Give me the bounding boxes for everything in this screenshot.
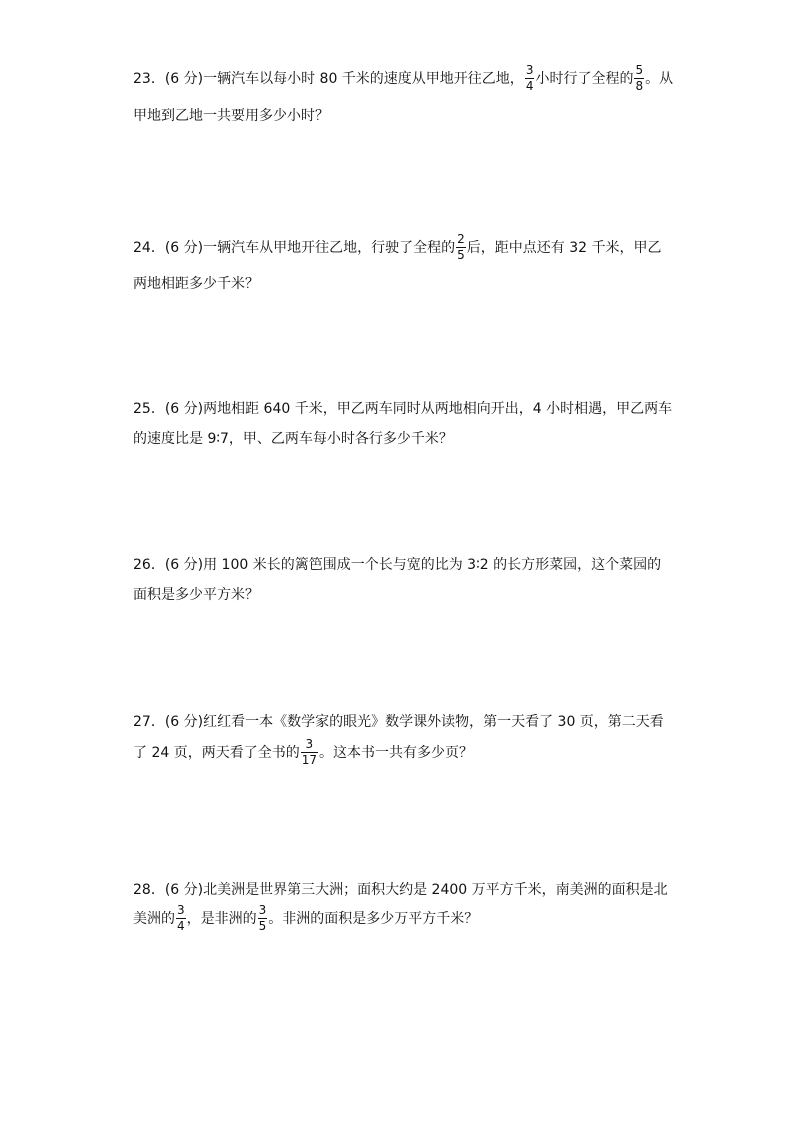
question-27-text-b: 。这本书一共有多少页？	[319, 744, 473, 761]
question-24-text-b: 后，距中点还有 32 千米，甲乙	[466, 239, 662, 256]
question-27-line-1: 27．(6 分)红红看一本《数学家的眼光》数学课外读物，第一天看了 30 页，第二天看	[133, 714, 664, 730]
question-24-line-1	[133, 233, 661, 262]
fraction-3-5: $\frac{3}{5}$	[258, 903, 267, 933]
question-26-line-2: 面积是多少平方米？	[133, 587, 259, 603]
question-28-text-a: 美洲的	[133, 910, 175, 927]
question-23-line-2: 甲地到乙地一共要用多少小时？	[133, 108, 329, 124]
question-28-text-c: 。非洲的面积是多少万平方千米？	[268, 910, 479, 927]
question-23-line-1	[133, 64, 673, 93]
question-23-text-b: 小时行了全程的	[535, 70, 634, 87]
question-27-line-2	[133, 738, 473, 767]
question-27-text-a: 了 24 页，两天看了全书的	[133, 744, 300, 761]
question-28-line-1: 28．(6 分)北美洲是世界第三大洲；面积大约是 2400 万平方千米，南美洲的面积是北	[133, 882, 668, 898]
fraction-2-5: $\frac{2}{5}$	[457, 232, 465, 262]
question-28-text-b: ，是非洲的	[186, 910, 257, 927]
question-24-text-a: 24．(6 分)一辆汽车从甲地开往乙地，行驶了全程的	[133, 239, 456, 256]
fraction-3-4: $\frac{3}{4}$	[525, 63, 534, 93]
question-26-line-1: 26．(6 分)用 100 米长的篱笆围成一个长与宽的比为 3∶2 的长方形菜园，这个菜园的	[133, 557, 662, 573]
question-25-line-2: 的速度比是 9∶7，甲、乙两车每小时各行多少千米？	[133, 431, 453, 447]
fraction-3-4: $\frac{3}{4}$	[177, 903, 185, 933]
question-25-line-1: 25．(6 分)两地相距 640 千米，甲乙两车同时从两地相向开出，4 小时相遇，甲乙两车	[133, 401, 673, 417]
question-28-line-2	[133, 904, 478, 933]
question-24-line-2: 两地相距多少千米？	[133, 276, 259, 292]
question-23-text-c: 。从	[645, 70, 674, 87]
question-23-text-a: 23．(6 分)一辆汽车以每小时 80 千米的速度从甲地开往乙地，	[133, 70, 524, 87]
fraction-5-8: $\frac{5}{8}$	[635, 63, 644, 93]
fraction-3-17: $\frac{3}{17}$	[301, 737, 317, 767]
